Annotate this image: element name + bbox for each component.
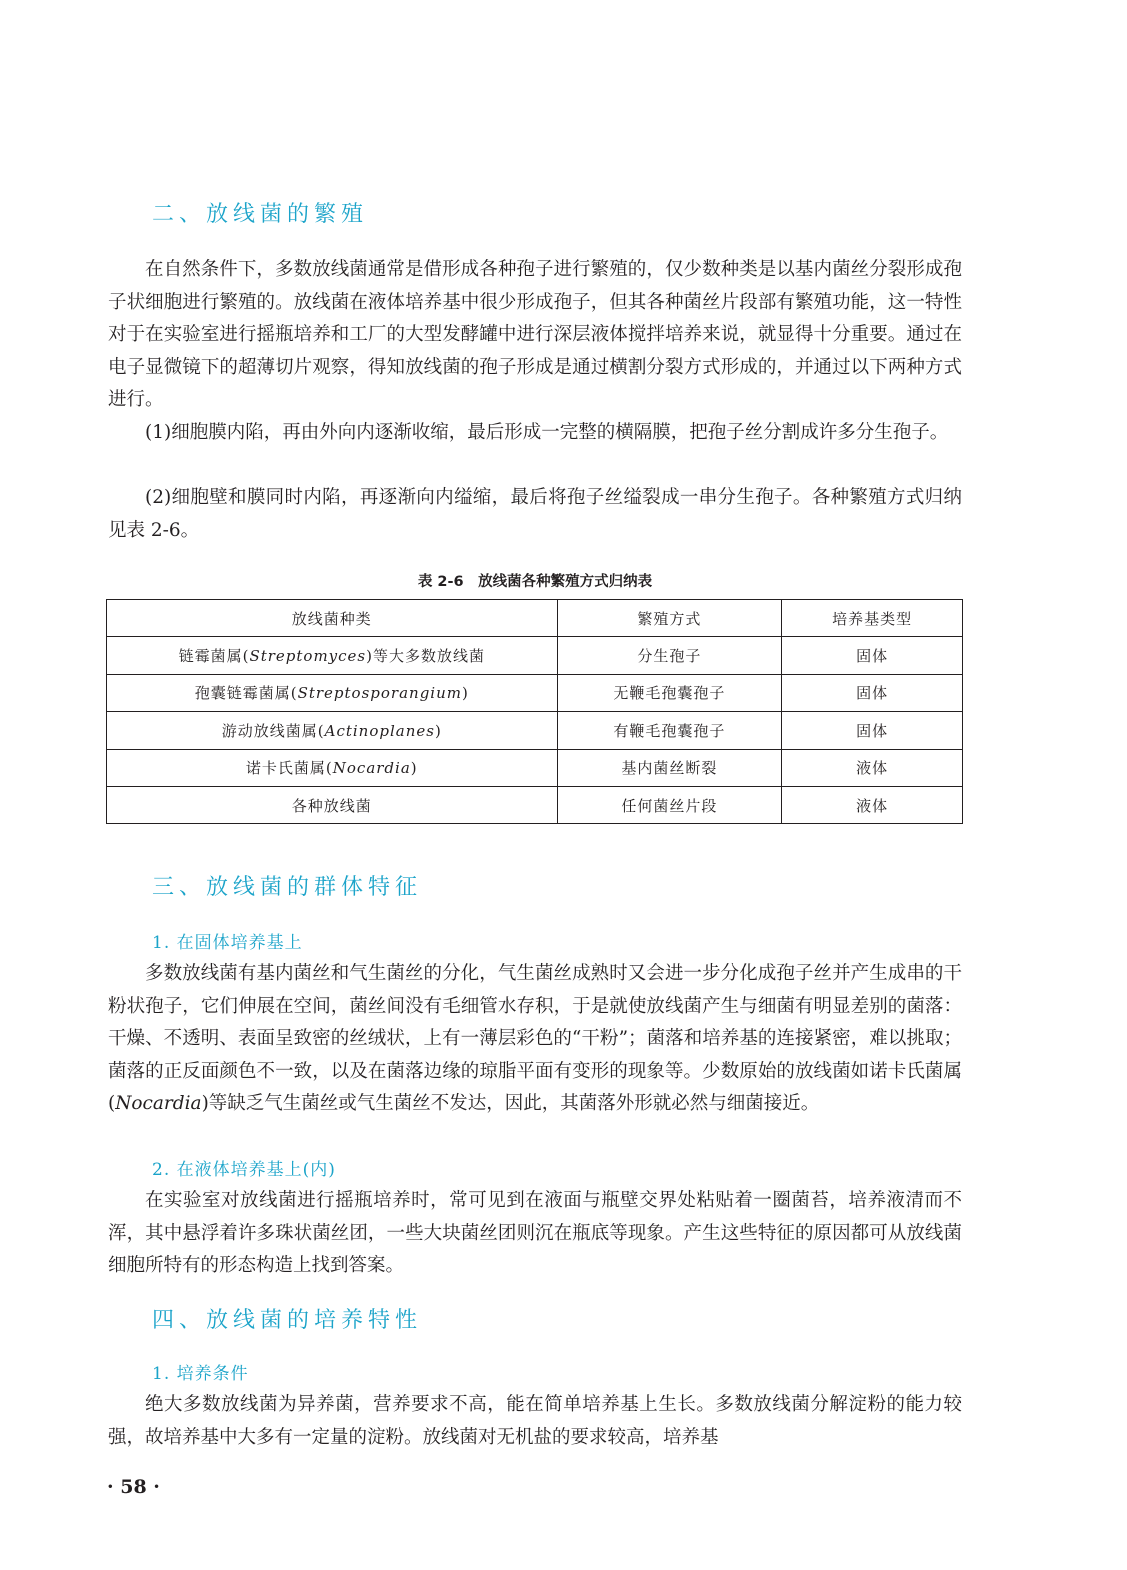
table-row <box>107 712 963 749</box>
reproduction-table <box>106 599 963 824</box>
paragraph-reproduction-intro: 在自然条件下，多数放线菌通常是借形成各种孢子进行繁殖的，仅少数种类是以基内菌丝分裂形成孢子状细胞进行繁殖的。放线菌在液体培养基中很少形成孢子，但其各种菌丝片段部有繁殖功能，这一特性对于在实验室进行摇瓶培养和工厂的大型发酵罐中进行深层液体搅拌培养来说，就显得十分重要。通过在电子显微镜下的超薄切片观察，得知放线菌的孢子形成是通过横割分裂方式形成的，并通过以下两种方式进行。 <box>108 259 962 411</box>
cell-method: 任何菌丝片段 <box>557 786 782 823</box>
cell-species: 游动放线菌属(Actinoplanes) <box>107 712 558 749</box>
table-row <box>107 749 963 786</box>
paragraph-solid-medium: 多数放线菌有基内菌丝和气生菌丝的分化，气生菌丝成熟时又会进一步分化成孢子丝并产生成串的干粉状孢子，它们伸展在空间，菌丝间没有毛细管水存积，于是就使放线菌产生与细菌有明显差别的菌落：干燥、不透明、表面呈致密的丝绒状，上有一薄层彩色的“干粉”；菌落和培养基的连接紧密，难以挑取；菌落的正反面颜色不一致，以及在菌落边缘的琼脂平面有变形的现象等。少数原始的放线菌如诺卡氏菌属(Nocardia)等缺乏气生菌丝或气生菌丝不发达，因此，其菌落外形就必然与细菌接近。 <box>108 963 962 1115</box>
paragraph-liquid-medium: 在实验室对放线菌进行摇瓶培养时，常可见到在液面与瓶壁交界处粘贴着一圈菌苔，培养液清而不浑，其中悬浮着许多珠状菌丝团，一些大块菌丝团则沉在瓶底等现象。产生这些特征的原因都可从放线菌细胞所特有的形态构造上找到答案。 <box>108 1190 962 1277</box>
cell-medium: 固体 <box>782 674 963 711</box>
cell-medium: 液体 <box>782 749 963 786</box>
cell-species: 诺卡氏菌属(Nocardia) <box>107 749 558 786</box>
cell-medium: 固体 <box>782 637 963 674</box>
subheading-solid-medium: 1. 在固体培养基上 <box>152 933 303 953</box>
section-heading-colony: 三、放线菌的群体特征 <box>152 875 423 900</box>
cell-method: 基内菌丝断裂 <box>557 749 782 786</box>
cell-method: 有鞭毛孢囊孢子 <box>557 712 782 749</box>
header-method: 繁殖方式 <box>557 600 782 637</box>
cell-medium: 固体 <box>782 712 963 749</box>
table-row <box>107 637 963 674</box>
header-medium: 培养基类型 <box>782 600 963 637</box>
cell-species: 各种放线菌 <box>107 786 558 823</box>
subheading-liquid-medium: 2. 在液体培养基上(内) <box>152 1160 336 1180</box>
cell-species: 链霉菌属(Streptomyces)等大多数放线菌 <box>107 637 558 674</box>
subheading-culture-conditions: 1. 培养条件 <box>152 1364 249 1384</box>
table-row <box>107 674 963 711</box>
cell-method: 无鞭毛孢囊孢子 <box>557 674 782 711</box>
paragraph-culture-conditions: 绝大多数放线菌为异养菌，营养要求不高，能在简单培养基上生长。多数放线菌分解淀粉的能力较强，故培养基中大多有一定量的淀粉。放线菌对无机盐的要求较高，培养基 <box>108 1394 962 1448</box>
cell-medium: 液体 <box>782 786 963 823</box>
table-row <box>107 786 963 823</box>
paragraph-method-1: (1)细胞膜内陷，再由外向内逐渐收缩，最后形成一完整的横隔膜，把孢子丝分割成许多分生孢子。 <box>145 422 949 443</box>
section-heading-reproduction: 二、放线菌的繁殖 <box>152 202 369 227</box>
cell-method: 分生孢子 <box>557 637 782 674</box>
cell-species: 孢囊链霉菌属(Streptosporangium) <box>107 674 558 711</box>
table-caption: 表 2-6 放线菌各种繁殖方式归纳表 <box>417 574 653 590</box>
paragraph-method-2: (2)细胞壁和膜同时内陷，再逐渐向内缢缩，最后将孢子丝缢裂成一串分生孢子。各种繁殖方式归纳见表 2-6。 <box>108 487 962 541</box>
header-species: 放线菌种类 <box>107 600 558 637</box>
table-header-row <box>107 600 963 637</box>
section-heading-culture: 四、放线菌的培养特性 <box>152 1308 423 1333</box>
page-number: · 58 · <box>107 1476 160 1498</box>
